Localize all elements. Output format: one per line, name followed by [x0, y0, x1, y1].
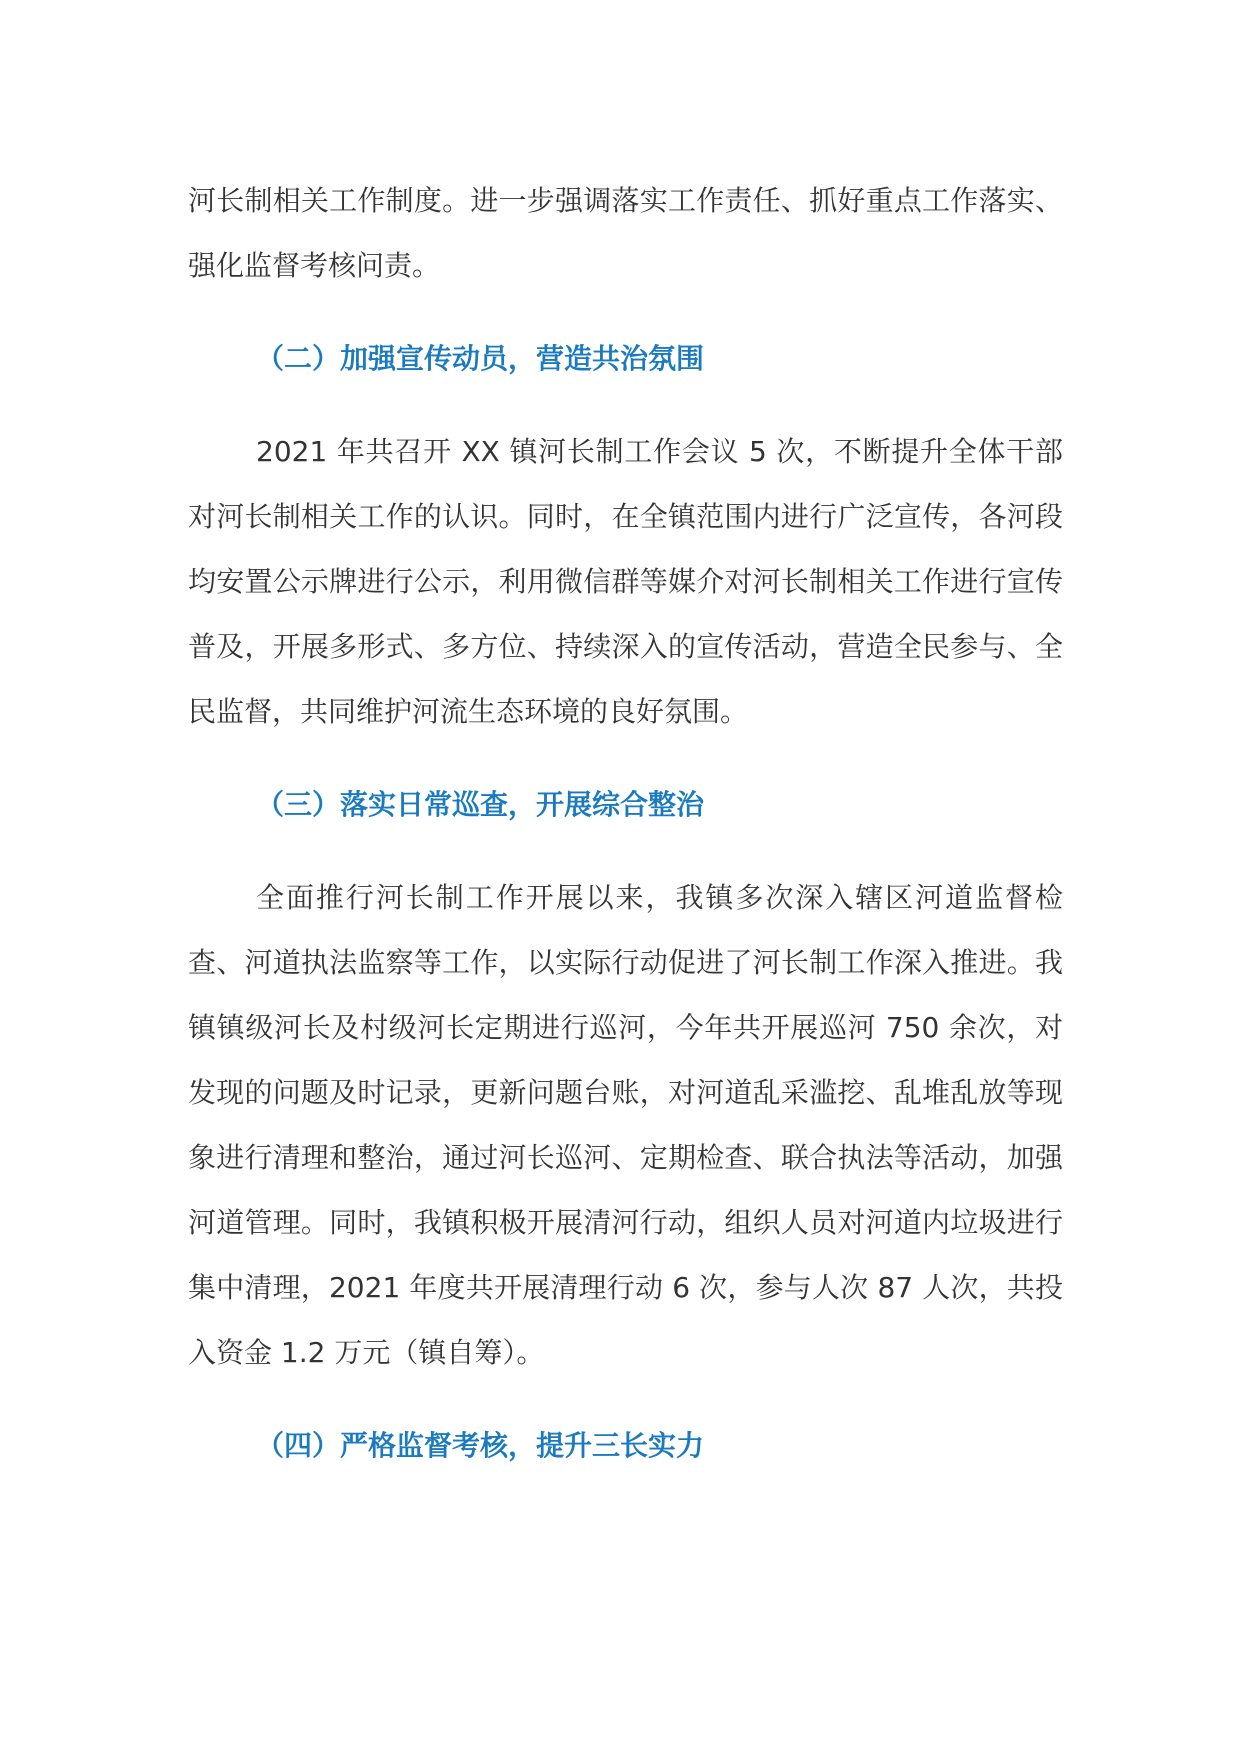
- spacer: [188, 837, 1063, 865]
- document-body: [188, 168, 1063, 1478]
- paragraph-patrol: 全面推行河长制工作开展以来，我镇多次深入辖区河道监督检查、河道执法监察等工作，以实际行动促进了河长制工作深入推进。我镇镇级河长及村级河长定期进行巡河，今年共开展巡河 750 余次，对发现的问题及时记录，更新问题台账，对河道乱采滥挖、乱堆乱放等现象进行清理和整治，通过河长巡河、定期检查、联合执法等活动，加强河道管理。同时，我镇积极开展清河行动，组织人员对河道内垃圾进行集中清理，2021 年度共开展清理行动 6 次，参与人次 87 人次，共投入资金 1.2 万元（镇自筹）。: [188, 881, 1063, 1369]
- spacer: [188, 391, 1063, 419]
- section-heading-publicity: （二）加强宣传动员，营造共治氛围: [256, 342, 705, 375]
- section-heading-supervision: （四）严格监督考核，提升三长实力: [256, 1429, 705, 1462]
- paragraph-publicity: 2021 年共召开 XX 镇河长制工作会议 5 次，不断提升全体干部对河长制相关工作的认识。同时，在全镇范围内进行广泛宣传，各河段均安置公示牌进行公示，利用微信群等媒介对河长制相关工作进行宣传普及，开展多形式、多方位、持续深入的宣传活动，营造全民参与、全民监督，共同维护河流生态环境的良好氛围。: [188, 435, 1063, 728]
- paragraph-river-chief-system-closing: 河长制相关工作制度。进一步强调落实工作责任、抓好重点工作落实、强化监督考核问责。: [188, 184, 1063, 282]
- section-heading-patrol: （三）落实日常巡查，开展综合整治: [256, 788, 705, 821]
- spacer: [188, 1385, 1063, 1413]
- spacer: [188, 298, 1063, 326]
- spacer: [188, 744, 1063, 772]
